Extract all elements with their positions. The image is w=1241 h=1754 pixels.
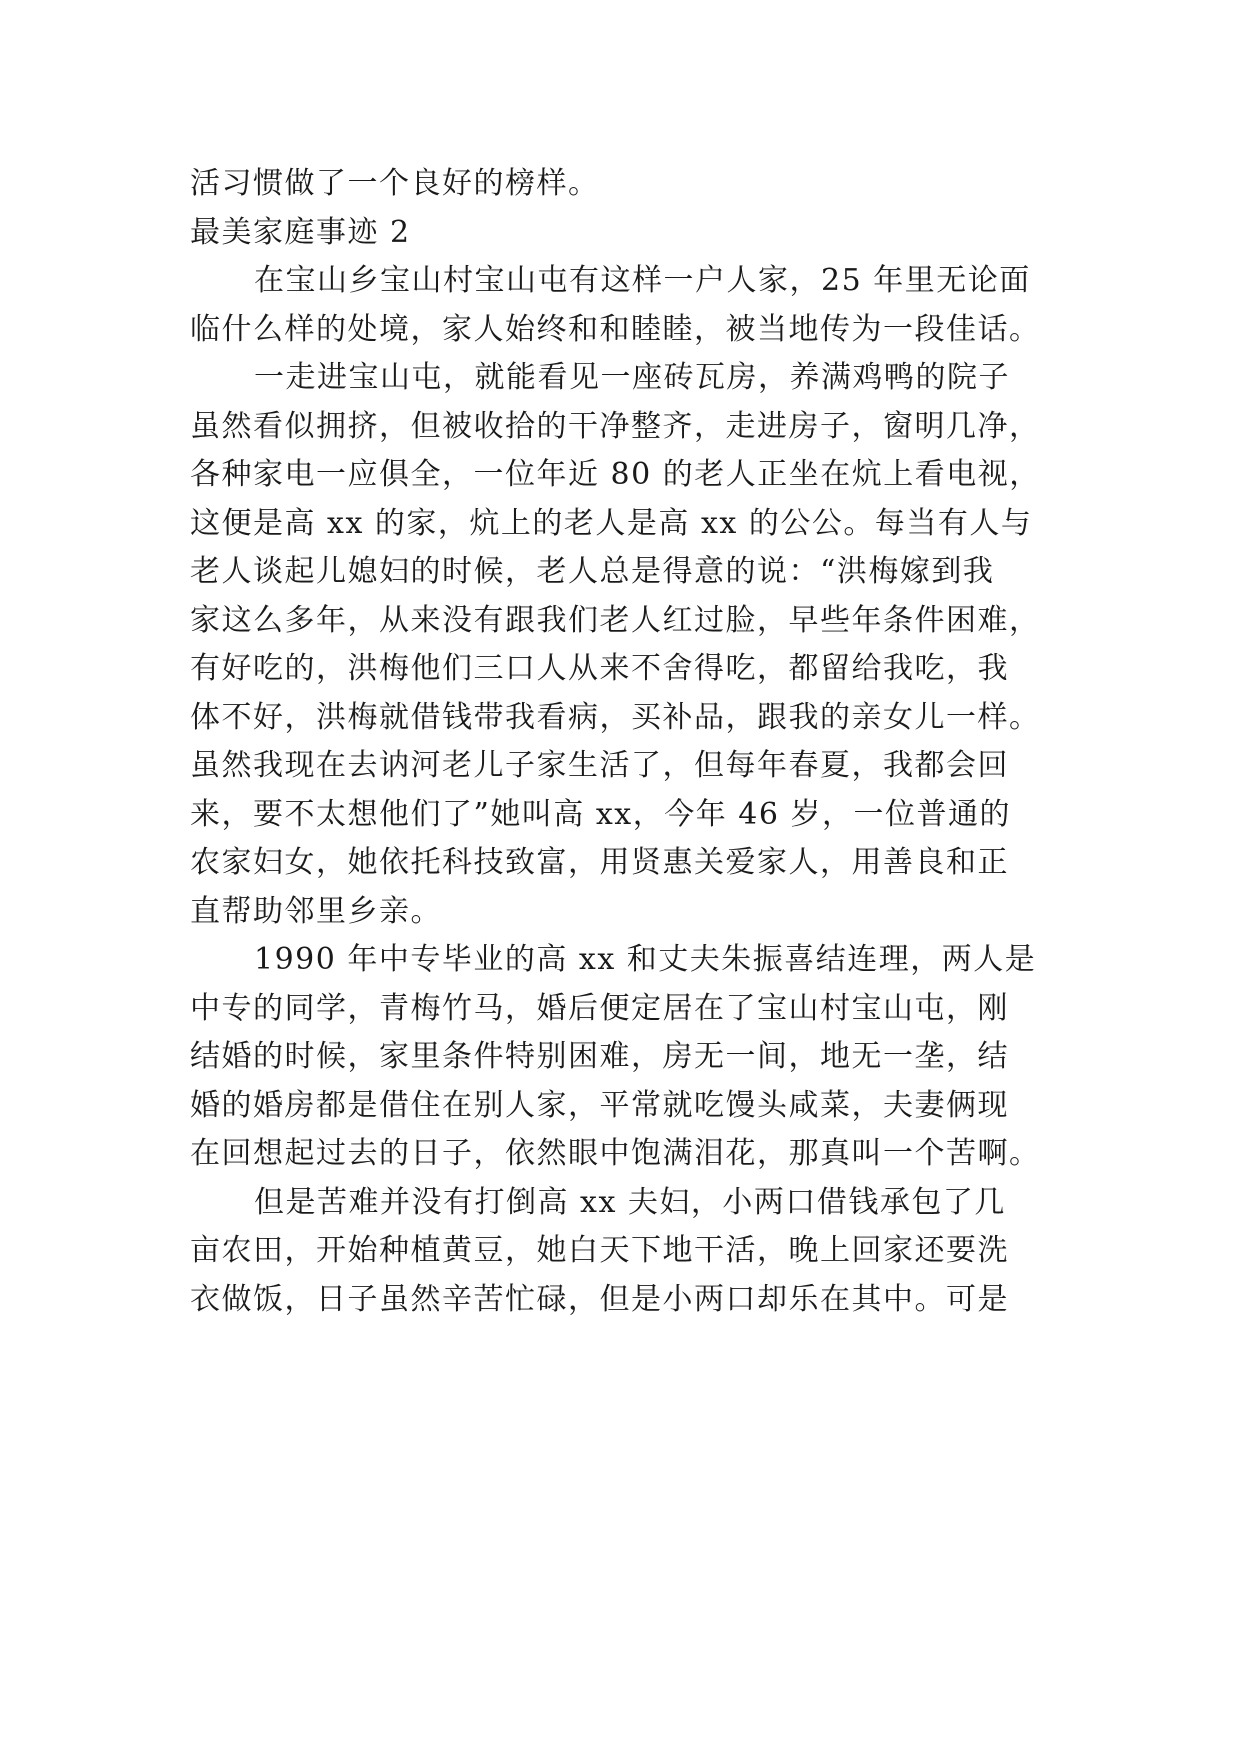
text-line: 但是苦难并没有打倒高 xx 夫妇，小两口借钱承包了几 (254, 1184, 1006, 1220)
text-line: 活习惯做了一个良好的榜样。 (190, 166, 600, 201)
text-line: 衣做饭，日子虽然辛苦忙碌，但是小两口却乐在其中。可是 (190, 1281, 1009, 1317)
text-line: 农家妇女，她依托科技致富，用贤惠关爱家人，用善良和正 (190, 845, 1009, 880)
text-line: 虽然看似拥挤，但被收拾的干净整齐，走进房子，窗明几净， (190, 408, 1041, 444)
text-line: 这便是高 xx 的家，炕上的老人是高 xx 的公公。每当有人与 (190, 505, 1033, 541)
text-line: 虽然我现在去讷河老儿子家生活了，但每年春夏，我都会回 (190, 748, 1009, 783)
text-line: 结婚的时候，家里条件特别困难，房无一间，地无一垄，结 (190, 1039, 1009, 1074)
document-body (190, 160, 1050, 1324)
text-line: 直帮助邻里乡亲。 (190, 893, 442, 929)
text-line: 有好吃的，洪梅他们三口人从来不舍得吃，都留给我吃，我 (190, 651, 1009, 686)
text-line: 在回想起过去的日子，依然眼中饱满泪花，那真叫一个苦啊。 (190, 1136, 1041, 1171)
text-line: 在宝山乡宝山村宝山屯有这样一户人家，25 年里无论面 (254, 263, 1031, 298)
text-line: 亩农田，开始种植黄豆，她白天下地干活，晚上回家还要洗 (190, 1233, 1009, 1268)
text-line: 家这么多年，从来没有跟我们老人红过脸，早些年条件困难， (190, 602, 1041, 638)
text-line: 婚的婚房都是借住在别人家，平常就吃馒头咸菜，夫妻俩现 (190, 1087, 1009, 1123)
text-line: 临什么样的处境，家人始终和和睦睦，被当地传为一段佳话。 (190, 311, 1041, 347)
text-line: 体不好，洪梅就借钱带我看病，买补品，跟我的亲女儿一样。 (190, 699, 1041, 735)
text-line: 来，要不太想他们了”她叫高 xx，今年 46 岁，一位普通的 (190, 796, 1011, 832)
text-line: 中专的同学，青梅竹马，婚后便定居在了宝山村宝山屯，刚 (190, 990, 1009, 1026)
text-line: 老人谈起儿媳妇的时候，老人总是得意的说：“洪梅嫁到我 (190, 554, 995, 589)
text-line: 一走进宝山屯，就能看见一座砖瓦房，养满鸡鸭的院子 (254, 360, 1010, 395)
section-heading: 最美家庭事迹 2 (190, 214, 411, 250)
text-line: 1990 年中专毕业的高 xx 和丈夫朱振喜结连理，两人是 (254, 942, 1037, 977)
text-line: 各种家电一应俱全，一位年近 80 的老人正坐在炕上看电视， (190, 457, 1041, 492)
